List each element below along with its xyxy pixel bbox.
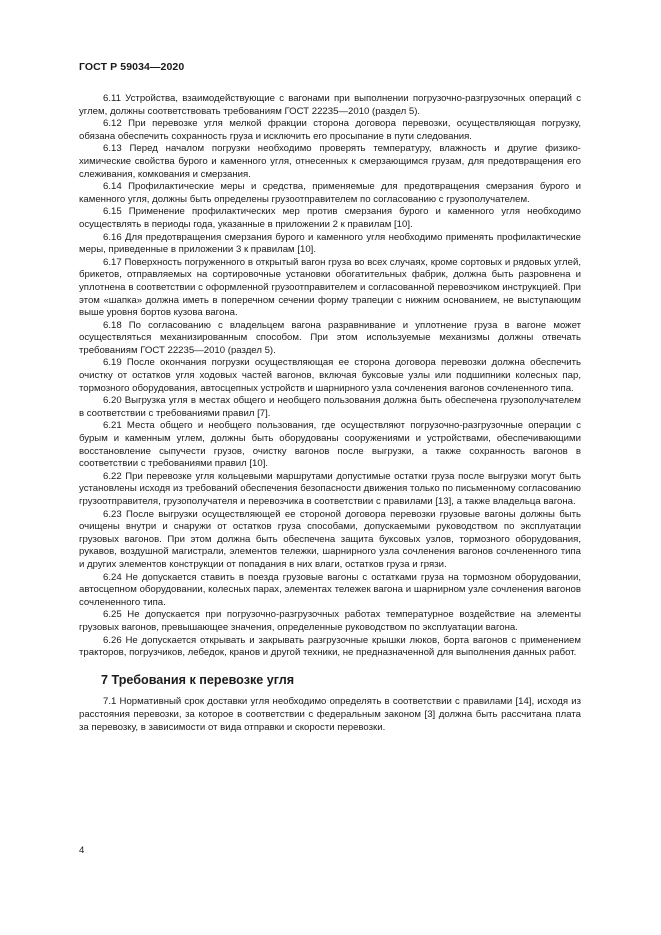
paragraph-6-17: 6.17 Поверхность погруженного в открытый вагон груза во всех случаях, кроме сортовых и рядовых углей, брикетов, отправляемых на сортировочные установки обогатительных фабрик, должна быть разровнена и уплотнена в соответствии с оформленной грузоотправителем и согласованной перевозчиком инструкцией. При этом «шапка» должна иметь в поперечном сечении форму трапеции с нижним основанием, не выступающим выше уровня бортов кузова вагона. — [79, 256, 581, 319]
paragraph-6-11: 6.11 Устройства, взаимодействующие с вагонами при выполнении погрузочно-разгрузочных операций с углем, должны соответствовать требованиям ГОСТ 22235—2010 (раздел 5). — [79, 93, 581, 117]
section-heading: 7 Требования к перевозке угля — [101, 672, 295, 687]
paragraph-6-21: 6.21 Места общего и необщего пользования, где осуществляют погрузочно-разгрузочные операции с бурым и каменным углем, должны быть оборудованы сооружениями и устройствами, обеспечивающими восстановление сыпучести грузов, очистку вагонов после выгрузки, а также сохранность вагонов в соответствии с требованиями правил [10]. — [79, 420, 581, 470]
paragraph-6-13: 6.13 Перед началом погрузки необходимо проверять температуру, влажность и другие физико-химические свойства бурого и каменного угля, отнесенных к смерзающимся грузам, для предотвращения его слеживания, комкования и смерзания. — [79, 143, 581, 180]
paragraph-6-24: 6.24 Не допускается ставить в поезда грузовые вагоны с остатками груза на тормозном оборудовании, автосцепном оборудовании, колесных парах, элементах тележек вагона и шарнирном узле сочленения вагонов сочлененного типа. — [79, 571, 581, 608]
paragraph-6-23: 6.23 После выгрузки осуществляющей ее стороной договора перевозки грузовые вагоны должны быть очищены внутри и снаружи от остатков груза способами, допускаемыми руководством по эксплуатации грузовых вагонов. При этом должна быть обеспечена защита буксовых узлов, тормозного оборудования, рукавов, воздушной магистрали, элементов тележки, шарнирного узла сочленения вагонов сочлененного типа и других элементов конструкции от попадания в них влаги, остатков груза и грязи. — [79, 508, 581, 570]
paragraph-6-18: 6.18 По согласованию с владельцем вагона разравнивание и уплотнение груза в вагоне может осуществляться механизированным способом. При этом используемые механизмы должны отвечать требованиям ГОСТ 22235—2010 (раздел 5). — [79, 319, 581, 356]
document-body — [79, 93, 581, 734]
paragraph-6-16: 6.16 Для предотвращения смерзания бурого и каменного угля необходимо применять профилактические меры, приведенные в приложении 3 к правилам [10]. — [79, 231, 581, 256]
paragraph-6-15: 6.15 Применение профилактических мер против смерзания бурого и каменного угля необходимо осуществлять в периоды года, указанные в приложении 2 к правилам [10]. — [79, 206, 581, 230]
paragraph-6-12: 6.12 При перевозке угля мелкой фракции сторона договора перевозки, осуществляющая погрузку, обязана обеспечить сохранность груза и исключить его просыпание в пути следования. — [79, 118, 581, 142]
page-number: 4 — [79, 845, 85, 856]
paragraph-6-26: 6.26 Не допускается открывать и закрывать разгрузочные крышки люков, борта вагонов с применением тракторов, погрузчиков, лебедок, кранов и другой техники, не предназначенной для выполнения данных работ. — [79, 634, 581, 659]
paragraph-7-1: 7.1 Нормативный срок доставки угля необходимо определять в соответствии с правилами [14], исходя из расстояния перевозки, за которое в соответствии с федеральным законом [3] должна быть рассчитана плата за перевозку, в зависимости от вида отправки и скорости перевозки. — [79, 696, 581, 733]
standard-header: ГОСТ Р 59034—2020 — [79, 61, 185, 73]
paragraph-6-19: 6.19 После окончания погрузки осуществляющая ее сторона договора перевозки должна обеспечить очистку от остатков угля ходовых частей вагонов, включая буксовые узлы или подшипники колесных пар, тормозного оборудования, автосцепных устройств и шарнирного узла сочленения вагонов сочлененного типа. — [79, 357, 581, 394]
paragraph-6-20: 6.20 Выгрузка угля в местах общего и необщего пользования должна быть обеспечена грузополучателем в соответствии с требованиями правил [7]. — [79, 395, 581, 419]
paragraph-6-22: 6.22 При перевозке угля кольцевыми маршрутами допустимые остатки груза после выгрузки могут быть установлены исходя из требований обеспечения безопасности движения только по письменному согласованию грузоотправителя, грузополучателя и перевозчика в соответствии с правилами [13], а также владельца вагона. — [79, 470, 581, 507]
paragraph-6-25: 6.25 Не допускается при погрузочно-разгрузочных работах температурное воздействие на элементы грузовых вагонов, превышающее значения, определенные руководством по эксплуатации вагона. — [79, 609, 581, 633]
paragraph-6-14: 6.14 Профилактические меры и средства, применяемые для предотвращения смерзания бурого и каменного угля, должны быть определены грузоотправителем по согласованию с грузополучателем. — [79, 181, 581, 205]
